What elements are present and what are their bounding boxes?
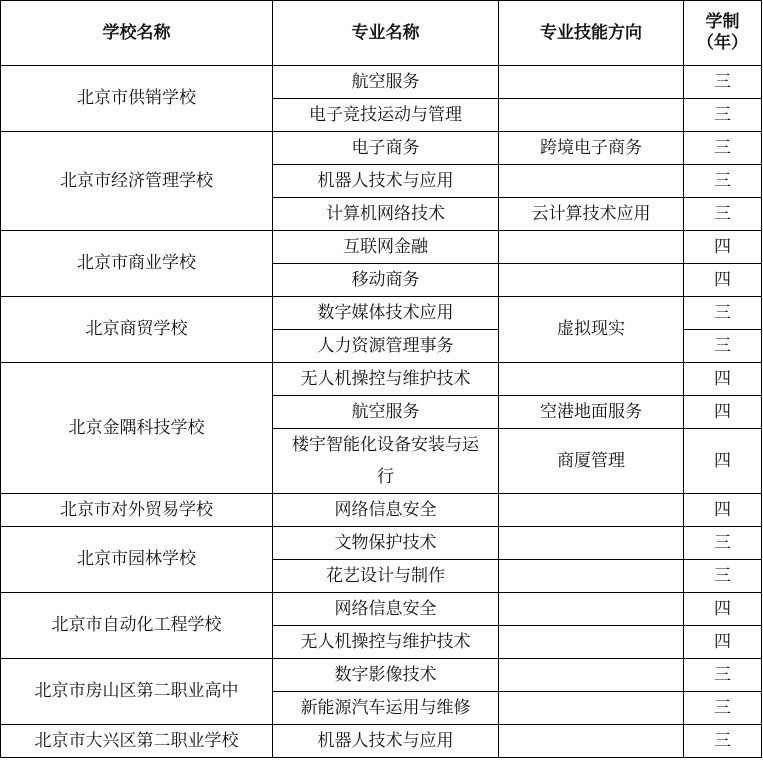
- direction-cell: [499, 593, 684, 626]
- years-cell: 四: [684, 429, 762, 494]
- table-row: [1, 132, 762, 165]
- table-row: [1, 725, 762, 758]
- direction-cell: 商厦管理: [499, 429, 684, 494]
- major-cell: 无人机操控与维护技术: [273, 626, 499, 659]
- direction-cell: [499, 99, 684, 132]
- direction-cell: [499, 165, 684, 198]
- direction-cell: [499, 692, 684, 725]
- table-row: [1, 593, 762, 626]
- major-cell: 航空服务: [273, 396, 499, 429]
- header-direction: 专业技能方向: [499, 1, 684, 66]
- direction-cell: [499, 659, 684, 692]
- years-cell: 三: [684, 198, 762, 231]
- major-cell: 数字影像技术: [273, 659, 499, 692]
- years-cell: 三: [684, 165, 762, 198]
- school-cell: 北京市房山区第二职业高中: [1, 659, 273, 725]
- major-cell: 文物保护技术: [273, 527, 499, 560]
- direction-cell: [499, 725, 684, 758]
- major-cell: 无人机操控与维护技术: [273, 363, 499, 396]
- header-years-line2: （年）: [697, 33, 748, 53]
- direction-cell: 跨境电子商务: [499, 132, 684, 165]
- school-cell: 北京市园林学校: [1, 527, 273, 593]
- table-row: [1, 527, 762, 560]
- table-row: [1, 494, 762, 527]
- years-cell: 三: [684, 330, 762, 363]
- school-cell: 北京市大兴区第二职业学校: [1, 725, 273, 758]
- direction-cell: [499, 494, 684, 527]
- direction-cell: [499, 527, 684, 560]
- years-cell: 三: [684, 725, 762, 758]
- header-row: [1, 1, 762, 66]
- direction-cell: 虚拟现实: [499, 297, 684, 363]
- years-cell: 四: [684, 626, 762, 659]
- major-cell: 网络信息安全: [273, 593, 499, 626]
- table-row: [1, 231, 762, 264]
- school-cell: 北京商贸学校: [1, 297, 273, 363]
- major-cell: 人力资源管理事务: [273, 330, 499, 363]
- years-cell: 三: [684, 66, 762, 99]
- major-cell: 新能源汽车运用与维修: [273, 692, 499, 725]
- years-cell: 三: [684, 560, 762, 593]
- major-cell-text: 楼宇智能化设备安装与运行: [292, 435, 479, 487]
- years-cell: 四: [684, 494, 762, 527]
- header-school: 学校名称: [1, 1, 273, 66]
- school-cell: 北京市对外贸易学校: [1, 494, 273, 527]
- years-cell: 四: [684, 231, 762, 264]
- major-cell: 数字媒体技术应用: [273, 297, 499, 330]
- table-row: [1, 66, 762, 99]
- years-cell: 三: [684, 527, 762, 560]
- header-major: 专业名称: [273, 1, 499, 66]
- major-cell: 机器人技术与应用: [273, 725, 499, 758]
- major-cell: 互联网金融: [273, 231, 499, 264]
- years-cell: 三: [684, 99, 762, 132]
- major-cell: 电子竞技运动与管理: [273, 99, 499, 132]
- direction-cell: [499, 363, 684, 396]
- years-cell: 四: [684, 396, 762, 429]
- school-cell: 北京市经济管理学校: [1, 132, 273, 231]
- years-cell: 三: [684, 132, 762, 165]
- major-cell: 网络信息安全: [273, 494, 499, 527]
- major-cell: 电子商务: [273, 132, 499, 165]
- major-cell: [273, 429, 499, 494]
- years-cell: 三: [684, 297, 762, 330]
- header-years: [684, 1, 762, 66]
- direction-cell: [499, 66, 684, 99]
- direction-cell: [499, 626, 684, 659]
- years-cell: 四: [684, 363, 762, 396]
- header-years-line1: 学制: [705, 12, 740, 32]
- major-cell: 花艺设计与制作: [273, 560, 499, 593]
- years-cell: 四: [684, 593, 762, 626]
- table-row: [1, 659, 762, 692]
- direction-cell: [499, 264, 684, 297]
- school-cell: 北京金隅科技学校: [1, 363, 273, 494]
- years-cell: 四: [684, 264, 762, 297]
- years-cell: 三: [684, 692, 762, 725]
- school-cell: 北京市供销学校: [1, 66, 273, 132]
- direction-cell: 空港地面服务: [499, 396, 684, 429]
- direction-cell: [499, 560, 684, 593]
- major-cell: 计算机网络技术: [273, 198, 499, 231]
- school-cell: 北京市自动化工程学校: [1, 593, 273, 659]
- school-cell: 北京市商业学校: [1, 231, 273, 297]
- major-cell: 机器人技术与应用: [273, 165, 499, 198]
- table-row: [1, 297, 762, 330]
- major-cell: 航空服务: [273, 66, 499, 99]
- direction-cell: [499, 231, 684, 264]
- major-cell: 移动商务: [273, 264, 499, 297]
- direction-cell: 云计算技术应用: [499, 198, 684, 231]
- table-row: [1, 363, 762, 396]
- years-cell: 三: [684, 659, 762, 692]
